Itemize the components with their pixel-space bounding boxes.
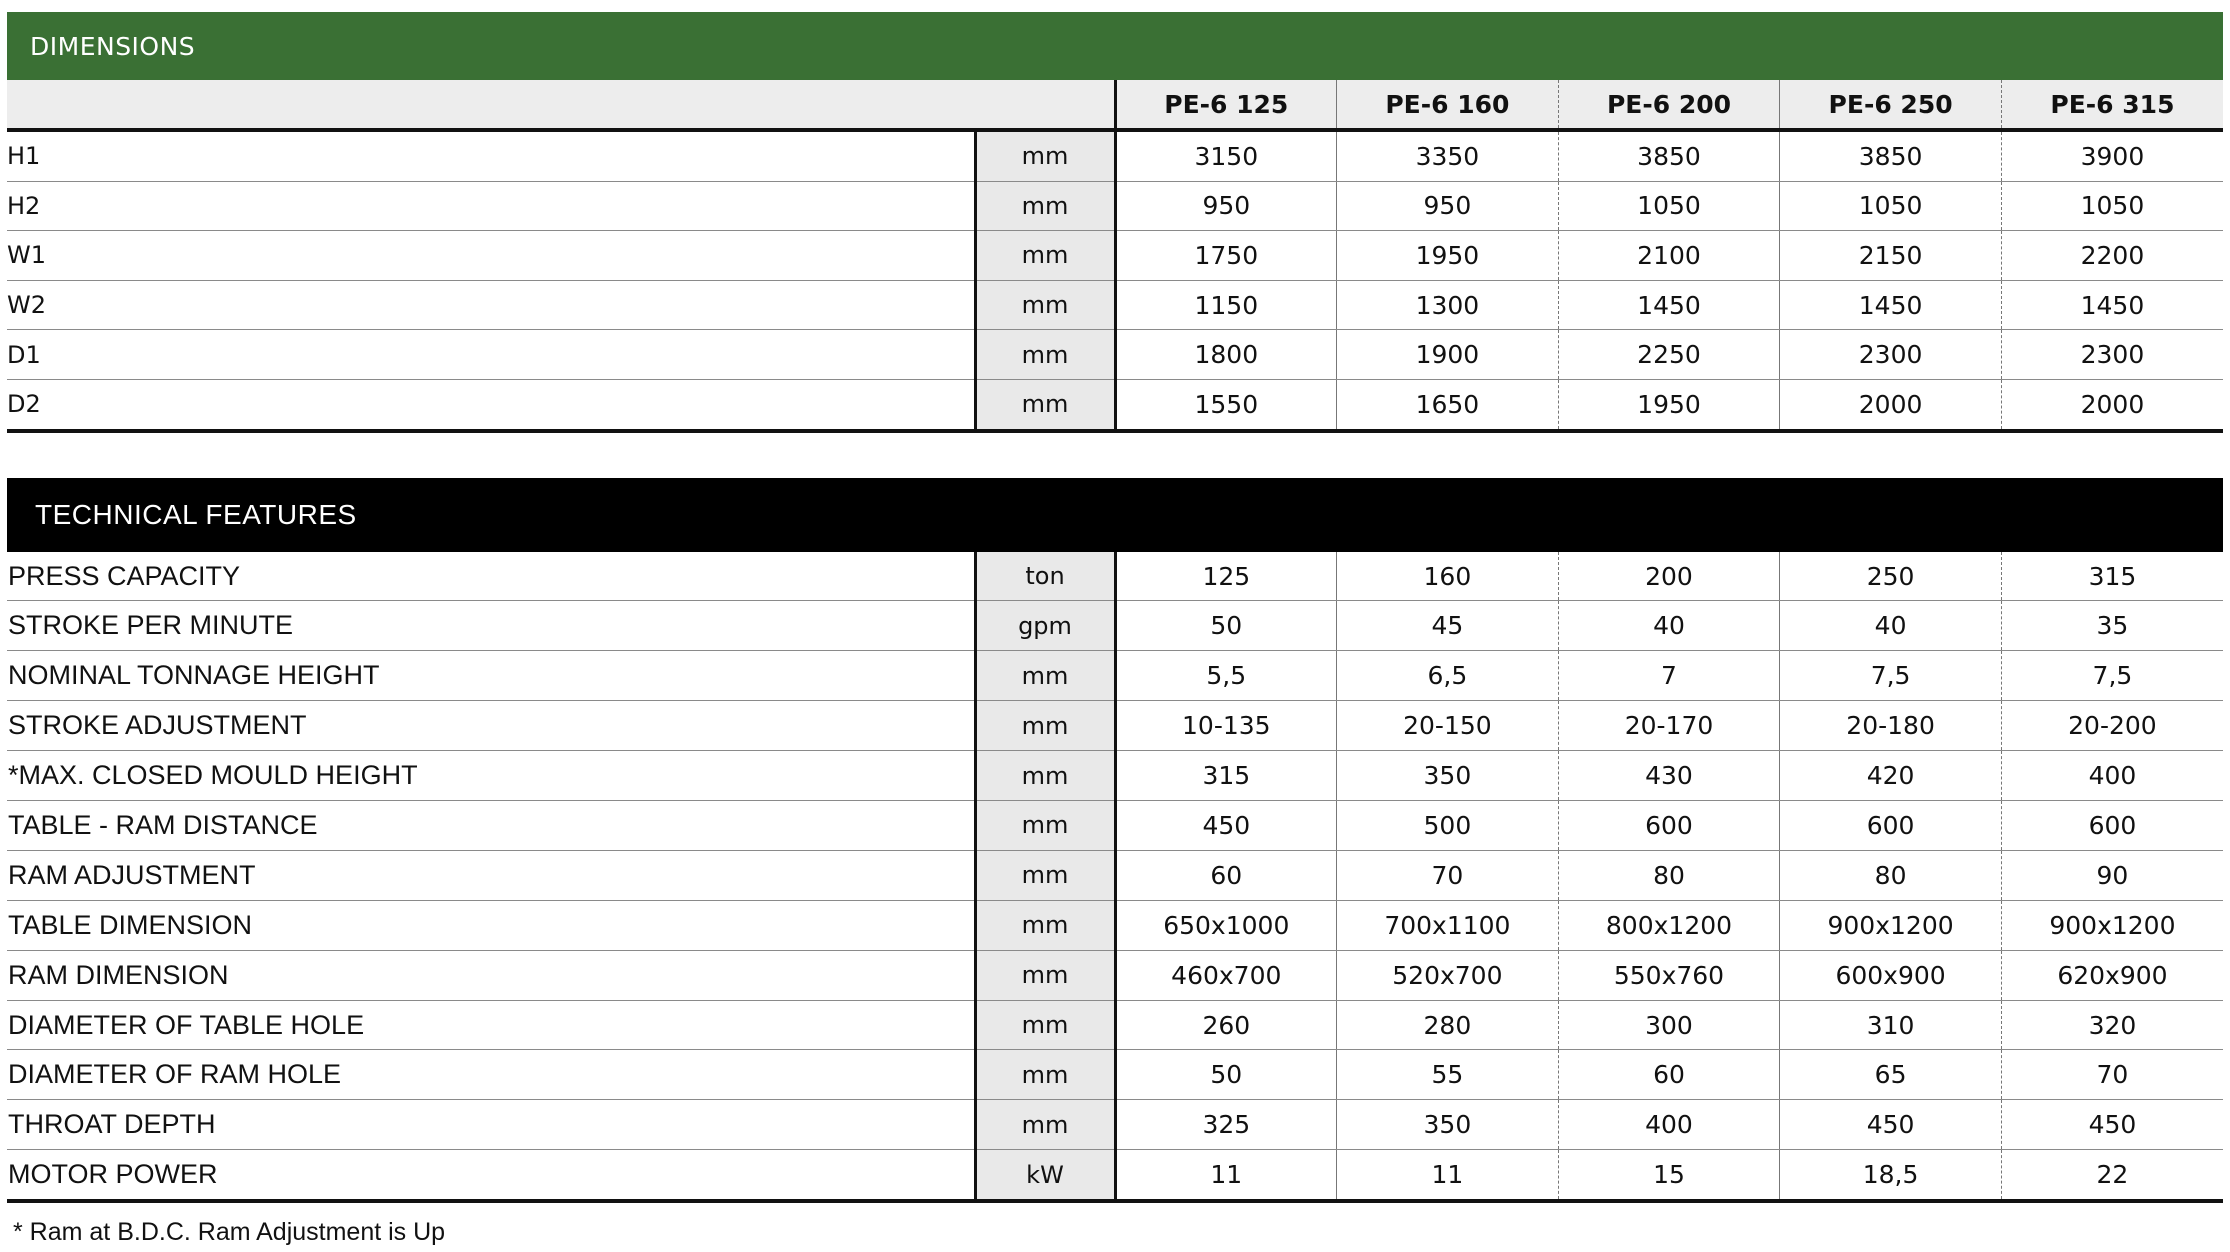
row-label: PRESS CAPACITY	[7, 552, 975, 601]
value-cell: 1050	[2001, 181, 2223, 231]
value-cell: 7,5	[1780, 651, 2002, 701]
value-cell: 600x900	[1780, 950, 2002, 1000]
row-unit: mm	[975, 651, 1115, 701]
value-cell: 1450	[1558, 280, 1780, 330]
row-label: MOTOR POWER	[7, 1150, 975, 1201]
row-unit: mm	[975, 181, 1115, 231]
value-cell: 80	[1558, 850, 1780, 900]
value-cell: 55	[1337, 1050, 1559, 1100]
model-header: PE-6 125	[1115, 80, 1337, 130]
model-header-row	[7, 80, 2223, 130]
value-cell: 3150	[1115, 130, 1337, 181]
row-unit: mm	[975, 1050, 1115, 1100]
row-label: THROAT DEPTH	[7, 1100, 975, 1150]
model-header: PE-6 160	[1337, 80, 1559, 130]
value-cell: 2300	[1780, 330, 2002, 380]
value-cell: 650x1000	[1115, 900, 1337, 950]
value-cell: 35	[2001, 601, 2223, 651]
row-unit: mm	[975, 900, 1115, 950]
table-row	[7, 231, 2223, 281]
value-cell: 430	[1558, 751, 1780, 801]
row-label: D2	[7, 379, 975, 430]
table-row	[7, 1100, 2223, 1150]
value-cell: 125	[1115, 552, 1337, 601]
value-cell: 350	[1337, 1100, 1559, 1150]
value-cell: 2000	[2001, 379, 2223, 430]
model-header: PE-6 315	[2001, 80, 2223, 130]
value-cell: 1950	[1558, 379, 1780, 430]
value-cell: 3900	[2001, 130, 2223, 181]
row-unit: ton	[975, 552, 1115, 601]
table-row	[7, 900, 2223, 950]
value-cell: 6,5	[1337, 651, 1559, 701]
value-cell: 1300	[1337, 280, 1559, 330]
table-row	[7, 379, 2223, 430]
value-cell: 1800	[1115, 330, 1337, 380]
value-cell: 400	[1558, 1100, 1780, 1150]
value-cell: 1150	[1115, 280, 1337, 330]
value-cell: 90	[2001, 850, 2223, 900]
table-row	[7, 801, 2223, 851]
value-cell: 950	[1115, 181, 1337, 231]
header-blank-cell	[7, 80, 1115, 130]
row-label: DIAMETER OF RAM HOLE	[7, 1050, 975, 1100]
value-cell: 1550	[1115, 379, 1337, 430]
value-cell: 900x1200	[2001, 900, 2223, 950]
value-cell: 80	[1780, 850, 2002, 900]
table-row	[7, 601, 2223, 651]
value-cell: 950	[1337, 181, 1559, 231]
value-cell: 1950	[1337, 231, 1559, 281]
value-cell: 2100	[1558, 231, 1780, 281]
value-cell: 20-150	[1337, 701, 1559, 751]
value-cell: 10-135	[1115, 701, 1337, 751]
model-header: PE-6 250	[1780, 80, 2002, 130]
value-cell: 520x700	[1337, 950, 1559, 1000]
value-cell: 315	[2001, 552, 2223, 601]
value-cell: 60	[1115, 850, 1337, 900]
row-unit: mm	[975, 751, 1115, 801]
value-cell: 45	[1337, 601, 1559, 651]
row-unit: mm	[975, 801, 1115, 851]
row-label: TABLE - RAM DISTANCE	[7, 801, 975, 851]
row-unit: mm	[975, 1100, 1115, 1150]
value-cell: 60	[1558, 1050, 1780, 1100]
value-cell: 450	[1115, 801, 1337, 851]
value-cell: 70	[1337, 850, 1559, 900]
model-header: PE-6 200	[1558, 80, 1780, 130]
value-cell: 450	[2001, 1100, 2223, 1150]
spec-sheet	[7, 12, 2223, 1247]
table-row	[7, 1000, 2223, 1050]
table-row	[7, 651, 2223, 701]
value-cell: 320	[2001, 1000, 2223, 1050]
value-cell: 200	[1558, 552, 1780, 601]
value-cell: 3850	[1780, 130, 2002, 181]
value-cell: 2000	[1780, 379, 2002, 430]
value-cell: 620x900	[2001, 950, 2223, 1000]
row-unit: mm	[975, 1000, 1115, 1050]
technical-features-banner	[7, 478, 2223, 552]
value-cell: 50	[1115, 1050, 1337, 1100]
value-cell: 40	[1558, 601, 1780, 651]
value-cell: 160	[1337, 552, 1559, 601]
value-cell: 900x1200	[1780, 900, 2002, 950]
value-cell: 18,5	[1780, 1150, 2002, 1201]
value-cell: 400	[2001, 751, 2223, 801]
row-label: RAM DIMENSION	[7, 950, 975, 1000]
value-cell: 20-180	[1780, 701, 2002, 751]
row-label: STROKE PER MINUTE	[7, 601, 975, 651]
value-cell: 600	[1558, 801, 1780, 851]
value-cell: 260	[1115, 1000, 1337, 1050]
table-row	[7, 850, 2223, 900]
row-label: D1	[7, 330, 975, 380]
value-cell: 1900	[1337, 330, 1559, 380]
row-unit: mm	[975, 379, 1115, 430]
row-unit: mm	[975, 330, 1115, 380]
row-label: STROKE ADJUSTMENT	[7, 701, 975, 751]
row-unit: mm	[975, 950, 1115, 1000]
value-cell: 2200	[2001, 231, 2223, 281]
value-cell: 250	[1780, 552, 2002, 601]
row-label: *MAX. CLOSED MOULD HEIGHT	[7, 751, 975, 801]
value-cell: 70	[2001, 1050, 2223, 1100]
footnote: * Ram at B.D.C. Ram Adjustment is Up	[13, 1218, 446, 1247]
dimensions-title: DIMENSIONS	[30, 31, 196, 61]
value-cell: 800x1200	[1558, 900, 1780, 950]
value-cell: 550x760	[1558, 950, 1780, 1000]
technical-features-title: TECHNICAL FEATURES	[35, 498, 357, 530]
row-label: NOMINAL TONNAGE HEIGHT	[7, 651, 975, 701]
value-cell: 1050	[1780, 181, 2002, 231]
row-label: W1	[7, 231, 975, 281]
value-cell: 5,5	[1115, 651, 1337, 701]
value-cell: 280	[1337, 1000, 1559, 1050]
value-cell: 700x1100	[1337, 900, 1559, 950]
row-unit: gpm	[975, 601, 1115, 651]
table-row	[7, 1150, 2223, 1201]
value-cell: 500	[1337, 801, 1559, 851]
table-row	[7, 552, 2223, 601]
value-cell: 50	[1115, 601, 1337, 651]
value-cell: 40	[1780, 601, 2002, 651]
value-cell: 450	[1780, 1100, 2002, 1150]
row-label: RAM ADJUSTMENT	[7, 850, 975, 900]
row-label: DIAMETER OF TABLE HOLE	[7, 1000, 975, 1050]
row-label: H1	[7, 130, 975, 181]
value-cell: 65	[1780, 1050, 2002, 1100]
value-cell: 11	[1337, 1150, 1559, 1201]
value-cell: 460x700	[1115, 950, 1337, 1000]
row-label: W2	[7, 280, 975, 330]
row-unit: mm	[975, 850, 1115, 900]
table-row	[7, 130, 2223, 181]
value-cell: 2150	[1780, 231, 2002, 281]
value-cell: 2250	[1558, 330, 1780, 380]
table-row	[7, 330, 2223, 380]
row-label: TABLE DIMENSION	[7, 900, 975, 950]
row-unit: mm	[975, 130, 1115, 181]
table-row	[7, 181, 2223, 231]
value-cell: 350	[1337, 751, 1559, 801]
value-cell: 7,5	[2001, 651, 2223, 701]
table-row	[7, 1050, 2223, 1100]
value-cell: 325	[1115, 1100, 1337, 1150]
value-cell: 22	[2001, 1150, 2223, 1201]
table-row	[7, 950, 2223, 1000]
value-cell: 3350	[1337, 130, 1559, 181]
technical-features-table	[7, 552, 2223, 1204]
table-row	[7, 751, 2223, 801]
value-cell: 11	[1115, 1150, 1337, 1201]
value-cell: 315	[1115, 751, 1337, 801]
value-cell: 300	[1558, 1000, 1780, 1050]
dimensions-banner	[7, 12, 2223, 80]
row-unit: mm	[975, 231, 1115, 281]
value-cell: 15	[1558, 1150, 1780, 1201]
table-row	[7, 280, 2223, 330]
value-cell: 420	[1780, 751, 2002, 801]
value-cell: 600	[2001, 801, 2223, 851]
value-cell: 7	[1558, 651, 1780, 701]
value-cell: 1750	[1115, 231, 1337, 281]
value-cell: 1450	[1780, 280, 2002, 330]
value-cell: 1450	[2001, 280, 2223, 330]
row-label: H2	[7, 181, 975, 231]
dimensions-table	[7, 80, 2223, 433]
value-cell: 1650	[1337, 379, 1559, 430]
row-unit: kW	[975, 1150, 1115, 1201]
value-cell: 20-170	[1558, 701, 1780, 751]
value-cell: 310	[1780, 1000, 2002, 1050]
value-cell: 20-200	[2001, 701, 2223, 751]
value-cell: 600	[1780, 801, 2002, 851]
row-unit: mm	[975, 280, 1115, 330]
row-unit: mm	[975, 701, 1115, 751]
value-cell: 2300	[2001, 330, 2223, 380]
value-cell: 1050	[1558, 181, 1780, 231]
table-row	[7, 701, 2223, 751]
value-cell: 3850	[1558, 130, 1780, 181]
